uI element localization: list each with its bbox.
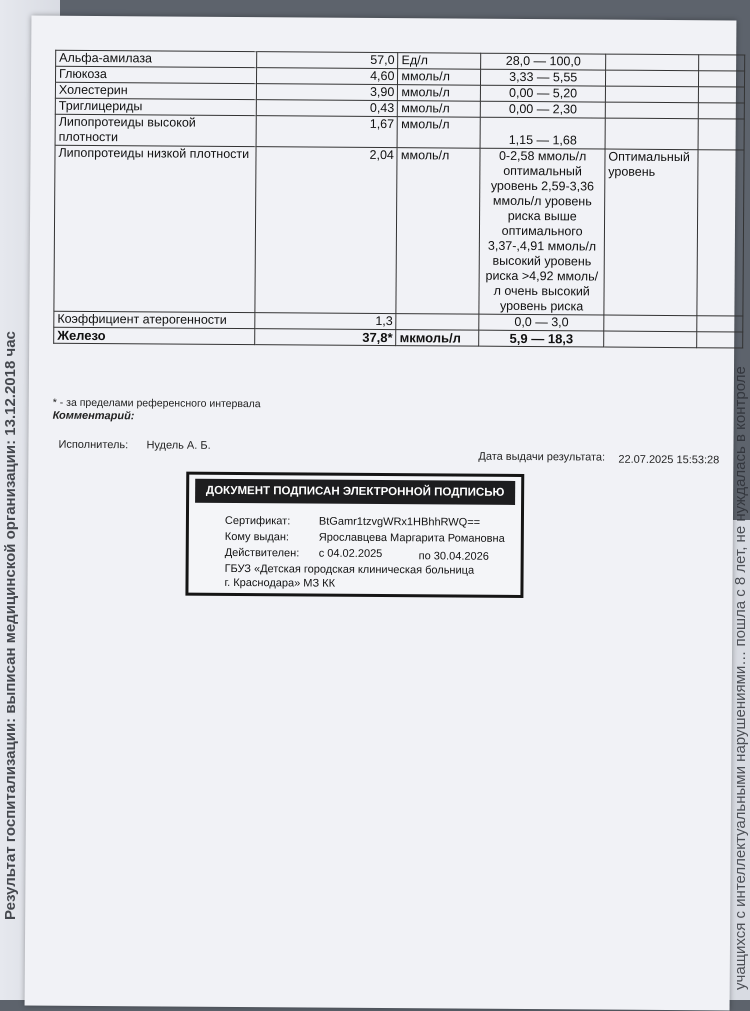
test-comment (605, 102, 698, 119)
empty-cell (697, 150, 744, 316)
executor-label: Исполнитель: (58, 438, 129, 452)
empty-cell (699, 87, 745, 103)
test-comment (604, 331, 697, 348)
table-row (55, 114, 744, 150)
test-value: 37,8* (255, 329, 396, 346)
test-unit: ммоль/л (398, 69, 481, 86)
empty-cell (697, 332, 743, 348)
test-comment (604, 315, 697, 332)
issue-date-value: 22.07.2025 15:53:28 (618, 453, 720, 467)
issue-date-label: Дата выдачи результата: (478, 450, 606, 464)
test-name: Глюкоза (55, 66, 256, 83)
table-row (54, 145, 744, 316)
underlying-page-right-text: учащихся с интеллектуальными нарушениями… пошла с 8 лет, не нуждалась в контроле (732, 366, 749, 990)
underlying-page-text: Результат госпитализации: выписан медицинской организации: 13.12.2018 час (2, 331, 19, 920)
cert-label: Сертификат: (224, 514, 291, 528)
test-comment (605, 70, 698, 87)
test-value: 1,3 (255, 313, 396, 330)
test-unit: ммоль/л (398, 101, 481, 118)
valid-to: по 30.04.2026 (418, 550, 489, 563)
test-name: Коэффициент атерогенности (54, 311, 255, 328)
lab-report-page (25, 16, 737, 1011)
electronic-signature-stamp (185, 472, 524, 598)
test-reference: 0,00 — 5,20 (481, 85, 606, 102)
test-reference: 0-2,58 ммоль/л оптимальный уровень 2,59-3,36 ммоль/л уровень риска выше оптимального 3,37-,4,91 ммоль/л высокий уровень риска >4,92 ммоль/л очень высокий уровень риска (479, 148, 605, 315)
test-reference: 0,0 — 3,0 (479, 314, 604, 331)
test-value: 1,67 (256, 116, 397, 148)
test-reference: 3,33 — 5,55 (481, 69, 606, 86)
test-reference: 0,00 — 2,30 (481, 101, 606, 118)
test-reference: 1,15 — 1,68 (480, 117, 605, 149)
reference-note: * - за пределами референсного интервала (52, 396, 261, 411)
valid-from: с 04.02.2025 (318, 547, 383, 561)
test-value: 0,43 (257, 100, 398, 117)
test-comment (606, 54, 699, 71)
cert-value: BtGamr1tzvgWRx1HBhhRWQ== (318, 515, 481, 529)
test-name: Железо (54, 327, 255, 344)
comment-label: Комментарий: (52, 409, 135, 423)
test-value: 2,04 (255, 147, 397, 314)
empty-cell (698, 119, 744, 150)
test-name: Холестерин (55, 82, 256, 99)
test-value: 4,60 (257, 68, 398, 85)
test-value: 3,90 (257, 84, 398, 101)
test-unit: Ед/л (398, 53, 481, 70)
test-unit: ммоль/л (396, 148, 480, 315)
test-comment (605, 118, 699, 150)
issued-value: Ярославцева Маргарита Романовна (318, 531, 505, 545)
signature-header: ДОКУМЕНТ ПОДПИСАН ЭЛЕКТРОННОЙ ПОДПИСЬЮ (195, 479, 515, 505)
test-comment: Оптимальный уровень (604, 149, 699, 316)
valid-label: Действителен: (224, 546, 300, 560)
results-table (53, 50, 745, 349)
test-name: Триглицериды (55, 98, 256, 115)
org-line-1: ГБУЗ «Детская городская клиническая больница (224, 562, 475, 577)
test-unit (396, 314, 479, 331)
org-line-2: г. Краснодара» МЗ КК (224, 576, 336, 590)
empty-cell (699, 71, 745, 87)
test-name: Альфа-амилаза (56, 50, 257, 67)
test-unit: мкмоль/л (396, 330, 479, 347)
test-name: Липопротеиды низкой плотности (54, 145, 256, 312)
empty-cell (699, 55, 745, 71)
empty-cell (697, 316, 743, 332)
test-value: 57,0 (257, 52, 398, 69)
empty-cell (699, 103, 745, 119)
test-unit: ммоль/л (398, 85, 481, 102)
test-reference: 5,9 — 18,3 (479, 330, 604, 347)
test-reference: 28,0 — 100,0 (481, 53, 606, 70)
issued-label: Кому выдан: (224, 530, 290, 544)
table-row (54, 327, 743, 348)
test-name: Липопротеиды высокой плотности (55, 114, 257, 146)
test-unit: ммоль/л (397, 117, 480, 149)
test-comment (605, 86, 698, 103)
executor-name: Нудель А. Б. (146, 439, 211, 452)
